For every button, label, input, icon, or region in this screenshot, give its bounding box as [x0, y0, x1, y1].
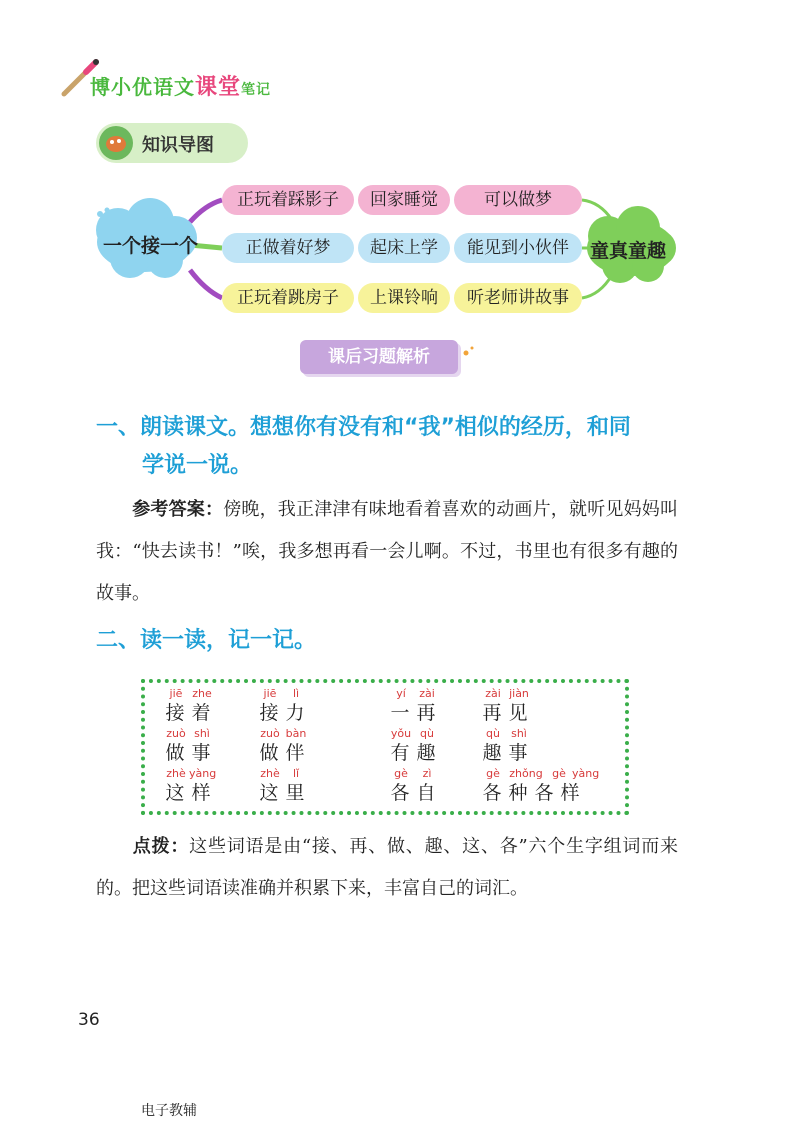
question-number: 二、	[96, 628, 141, 653]
sparkle-icon	[462, 344, 476, 358]
exercise-banner: 课后习题解析	[300, 340, 458, 374]
tip-paragraph	[96, 826, 678, 910]
mindmap-node: 上课铃响	[358, 283, 450, 313]
mindmap-node: 起床上学	[358, 233, 450, 263]
word-item: jiē lì 接 力	[259, 687, 307, 724]
word-item: gè zì 各 自	[390, 767, 438, 804]
mindmap-node: 能见到小伙伴	[454, 233, 582, 263]
palette-icon	[99, 126, 133, 160]
mindmap-section-tag	[96, 123, 248, 163]
mindmap-node: 正玩着踩影子	[222, 185, 354, 215]
footer-label: 电子教辅	[141, 1103, 197, 1119]
page-number: 36	[78, 1010, 100, 1030]
brand-title: 博小优语文课堂笔记	[90, 75, 272, 100]
answer-label: 参考答案：	[132, 499, 224, 520]
word-item: jiē zhe 接 着	[165, 687, 213, 724]
word-item: zài jiàn 再 见	[482, 687, 530, 724]
word-item: gè zhǒng gè yàng 各 种 各 样	[482, 767, 600, 804]
tip-label: 点拨：	[132, 836, 190, 857]
mindmap-node: 听老师讲故事	[454, 283, 582, 313]
word-box	[141, 679, 629, 815]
tip-text: 这些词语是由“接、再、做、趣、这、各”六个生字组词而来的。把这些词语读准确并积累下来，丰富自己的词汇。	[96, 836, 679, 899]
word-item: qù shì 趣 事	[482, 727, 530, 764]
mindmap-node: 正玩着跳房子	[222, 283, 354, 313]
question-text-continued: 学说一说。	[142, 453, 253, 478]
question-text: 读一读，记一记。	[140, 628, 317, 653]
mindmap-node: 正做着好梦	[222, 233, 354, 263]
question-2	[96, 622, 316, 660]
word-item: yǒu qù 有 趣	[390, 727, 438, 764]
word-item: zhè lǐ 这 里	[259, 767, 307, 804]
question-number: 一、	[96, 415, 141, 440]
word-item: yí zài 一 再	[390, 687, 438, 724]
word-item: zuò bàn 做 伴	[259, 727, 307, 764]
answer-text: 傍晚，我正津津有味地看着喜欢的动画片，就听见妈妈叫我：“快去读书！”唉，我多想再看一会儿啊。不过，书里也有很多有趣的故事。	[96, 499, 679, 604]
mindmap-node: 回家睡觉	[358, 185, 450, 215]
answer-paragraph	[96, 489, 678, 615]
word-item: zhè yàng 这 样	[165, 767, 217, 804]
mindmap-result-label: 童真童趣	[590, 240, 667, 262]
question-text: 朗读课文。想想你有没有和“我”相似的经历，和同	[140, 415, 631, 440]
mindmap-center-label: 一个接一个	[103, 235, 199, 257]
mind-map	[0, 170, 800, 330]
word-item: zuò shì 做 事	[165, 727, 213, 764]
brand-header	[60, 58, 320, 108]
mindmap-title: 知识导图	[142, 135, 214, 156]
mindmap-node: 可以做梦	[454, 185, 582, 215]
question-1	[96, 409, 696, 485]
